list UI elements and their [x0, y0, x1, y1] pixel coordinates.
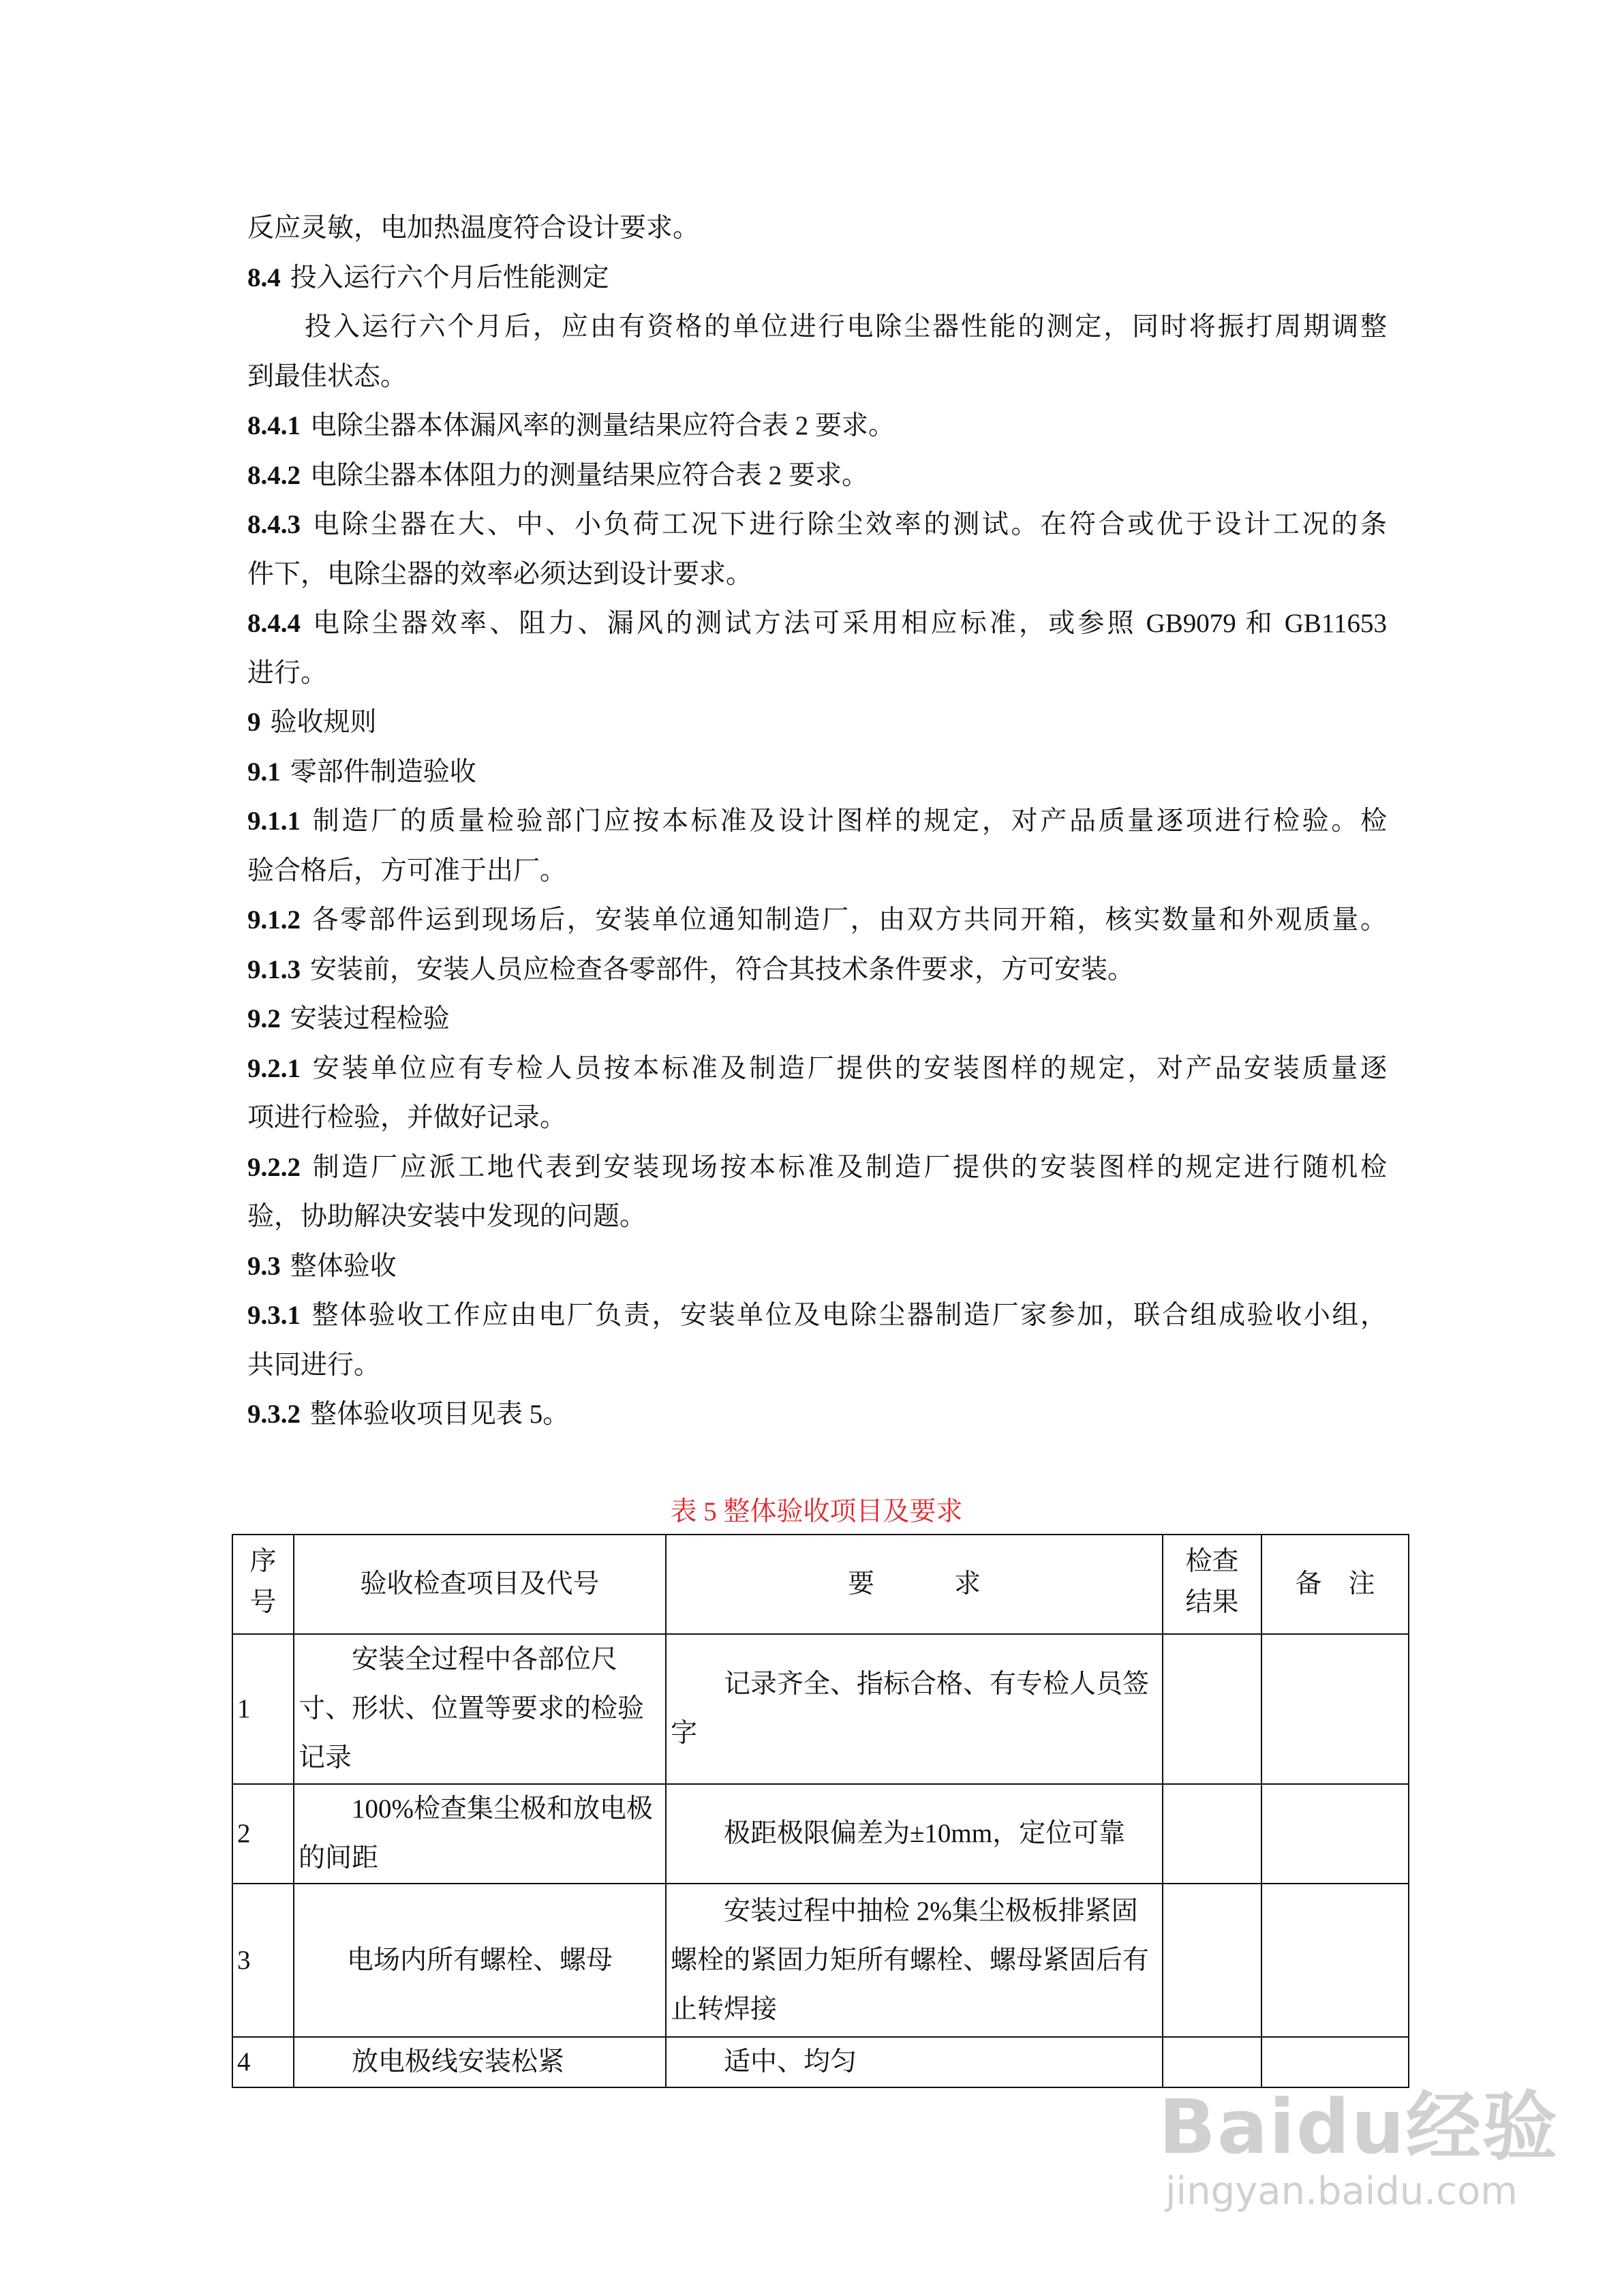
table-row [232, 2037, 1409, 2087]
section-number: 9.2 [247, 1004, 281, 1033]
section-number: 9 [247, 708, 261, 737]
row-requirement: 安装过程中抽检 2%集尘极板排紧固螺栓的紧固力矩所有螺栓、螺母紧固后有止转焊接 [666, 1884, 1163, 2037]
numbered-line [247, 1291, 1387, 1341]
section-number: 9.3 [247, 1251, 281, 1281]
section-number: 8.4.3 [247, 510, 301, 539]
row-item: 100%检查集尘极和放电极的间距 [294, 1784, 666, 1884]
line-text: 投入运行六个月后性能测定 [290, 262, 609, 292]
line-text: 进行。 [247, 658, 328, 688]
header-item: 验收检查项目及代号 [294, 1535, 666, 1634]
line-text: 件下，电除尘器的效率必须达到设计要求。 [247, 559, 753, 589]
header-requirement: 要 求 [666, 1535, 1163, 1634]
row-number: 4 [232, 2037, 294, 2087]
line-text: 零部件制造验收 [290, 757, 476, 787]
line-text: 验合格后，方可准于出厂。 [247, 856, 567, 886]
section-number: 9.1 [247, 757, 281, 787]
line-text: 项进行检验，并做好记录。 [247, 1103, 567, 1132]
row-item: 放电极线安装松紧 [294, 2037, 666, 2087]
section-number: 9.2.2 [247, 1152, 301, 1182]
text-line [247, 1341, 1387, 1391]
section-number: 9.2.1 [247, 1053, 301, 1083]
section-number: 9.1.2 [247, 905, 301, 935]
row-result [1163, 1634, 1261, 1784]
text-line [247, 1192, 1387, 1242]
numbered-line [247, 896, 1387, 946]
numbered-line [247, 797, 1387, 847]
numbered-line [247, 698, 1387, 748]
line-text: 各零部件运到现场后，安装单位通知制造厂，由双方共同开箱，核实数量和外观质量。 [310, 905, 1387, 935]
numbered-line [247, 402, 1387, 451]
row-requirement: 极距极限偏差为±10mm，定位可靠 [666, 1784, 1163, 1884]
line-text: 到最佳状态。 [247, 361, 408, 391]
row-number: 2 [232, 1784, 294, 1884]
row-number: 1 [232, 1634, 294, 1784]
row-requirement: 适中、均匀 [666, 2037, 1163, 2087]
header-result [1163, 1535, 1261, 1634]
row-remark [1261, 2037, 1409, 2087]
text-line [247, 303, 1387, 352]
section-number: 9.3.1 [247, 1301, 301, 1330]
line-text: 电除尘器本体阻力的测量结果应符合表 2 要求。 [310, 460, 869, 490]
header-remark: 备 注 [1261, 1535, 1409, 1634]
section-number: 9.3.2 [247, 1400, 301, 1429]
document-body [247, 204, 1387, 1440]
numbered-line [247, 995, 1387, 1044]
table-header-row [232, 1535, 1409, 1634]
row-remark [1261, 1634, 1409, 1784]
line-text: 验收规则 [270, 708, 377, 737]
header-result-label: 检查结果 [1185, 1547, 1239, 1617]
table-row [232, 1884, 1409, 2037]
numbered-line [247, 1390, 1387, 1440]
section-number: 8.4.4 [247, 609, 301, 638]
watermark-url: jingyan.baidu.com [1165, 2169, 1518, 2214]
text-line [247, 204, 1387, 254]
header-no [232, 1535, 294, 1634]
line-text: 电除尘器本体漏风率的测量结果应符合表 2 要求。 [310, 411, 896, 440]
line-text: 整体验收 [290, 1251, 397, 1281]
text-line [247, 649, 1387, 699]
baidu-watermark [1159, 2083, 1559, 2216]
line-text: 反应灵敏，电加热温度符合设计要求。 [247, 213, 700, 243]
section-number: 8.4.1 [247, 411, 301, 440]
numbered-line [247, 1044, 1387, 1094]
line-text: 安装前，安装人员应检查各零部件，符合其技术条件要求，方可安装。 [310, 954, 1135, 984]
line-text: 整体验收工作应由电厂负责，安装单位及电除尘器制造厂家参加，联合组成验收小组， [310, 1301, 1387, 1330]
line-text: 制造厂的质量检验部门应按本标准及设计图样的规定，对产品质量逐项进行检验。检 [310, 806, 1387, 836]
line-text: 投入运行六个月后，应由有资格的单位进行电除尘器性能的测定，同时将振打周期调整 [305, 312, 1387, 342]
numbered-line [247, 451, 1387, 501]
line-text: 电除尘器在大、中、小负荷工况下进行除尘效率的测试。在符合或优于设计工况的条 [310, 510, 1387, 539]
line-text: 安装单位应有专检人员按本标准及制造厂提供的安装图样的规定，对产品安装质量逐 [310, 1053, 1387, 1083]
numbered-line [247, 1242, 1387, 1292]
row-result [1163, 2037, 1261, 2087]
text-line [247, 352, 1387, 402]
section-number: 9.1.3 [247, 954, 301, 984]
text-line [247, 847, 1387, 896]
numbered-line [247, 946, 1387, 995]
table-caption: 表 5 整体验收项目及要求 [670, 1497, 963, 1526]
table-row [232, 1784, 1409, 1884]
line-text: 制造厂应派工地代表到安装现场按本标准及制造厂提供的安装图样的规定进行随机检 [310, 1152, 1387, 1182]
row-result [1163, 1884, 1261, 2037]
line-text: 安装过程检验 [290, 1004, 450, 1033]
line-text: 整体验收项目见表 5。 [310, 1400, 570, 1429]
line-text: 验，协助解决安装中发现的问题。 [247, 1202, 647, 1231]
section-number: 8.4.2 [247, 460, 301, 490]
numbered-line [247, 748, 1387, 798]
section-number: 8.4 [247, 262, 281, 292]
table-row [232, 1634, 1409, 1784]
row-remark [1261, 1884, 1409, 2037]
numbered-line [247, 500, 1387, 550]
numbered-line [247, 254, 1387, 303]
text-line [247, 550, 1387, 600]
text-line [247, 1093, 1387, 1143]
header-no-label: 序号 [249, 1547, 277, 1617]
acceptance-table [232, 1534, 1409, 2088]
section-number: 9.1.1 [247, 806, 301, 836]
numbered-line [247, 599, 1387, 649]
line-text: 共同进行。 [247, 1350, 381, 1380]
row-result [1163, 1784, 1261, 1884]
row-item: 电场内所有螺栓、螺母 [294, 1884, 666, 2037]
row-number: 3 [232, 1884, 294, 2037]
watermark-brand: Baidu经验 [1159, 2083, 1559, 2171]
row-requirement: 记录齐全、指标合格、有专检人员签字 [666, 1634, 1163, 1784]
line-text: 电除尘器效率、阻力、漏风的测试方法可采用相应标准，或参照 GB9079 和 GB11653 [310, 609, 1387, 638]
row-remark [1261, 1784, 1409, 1884]
numbered-line [247, 1143, 1387, 1193]
row-item: 安装全过程中各部位尺寸、形状、位置等要求的检验记录 [294, 1634, 666, 1784]
